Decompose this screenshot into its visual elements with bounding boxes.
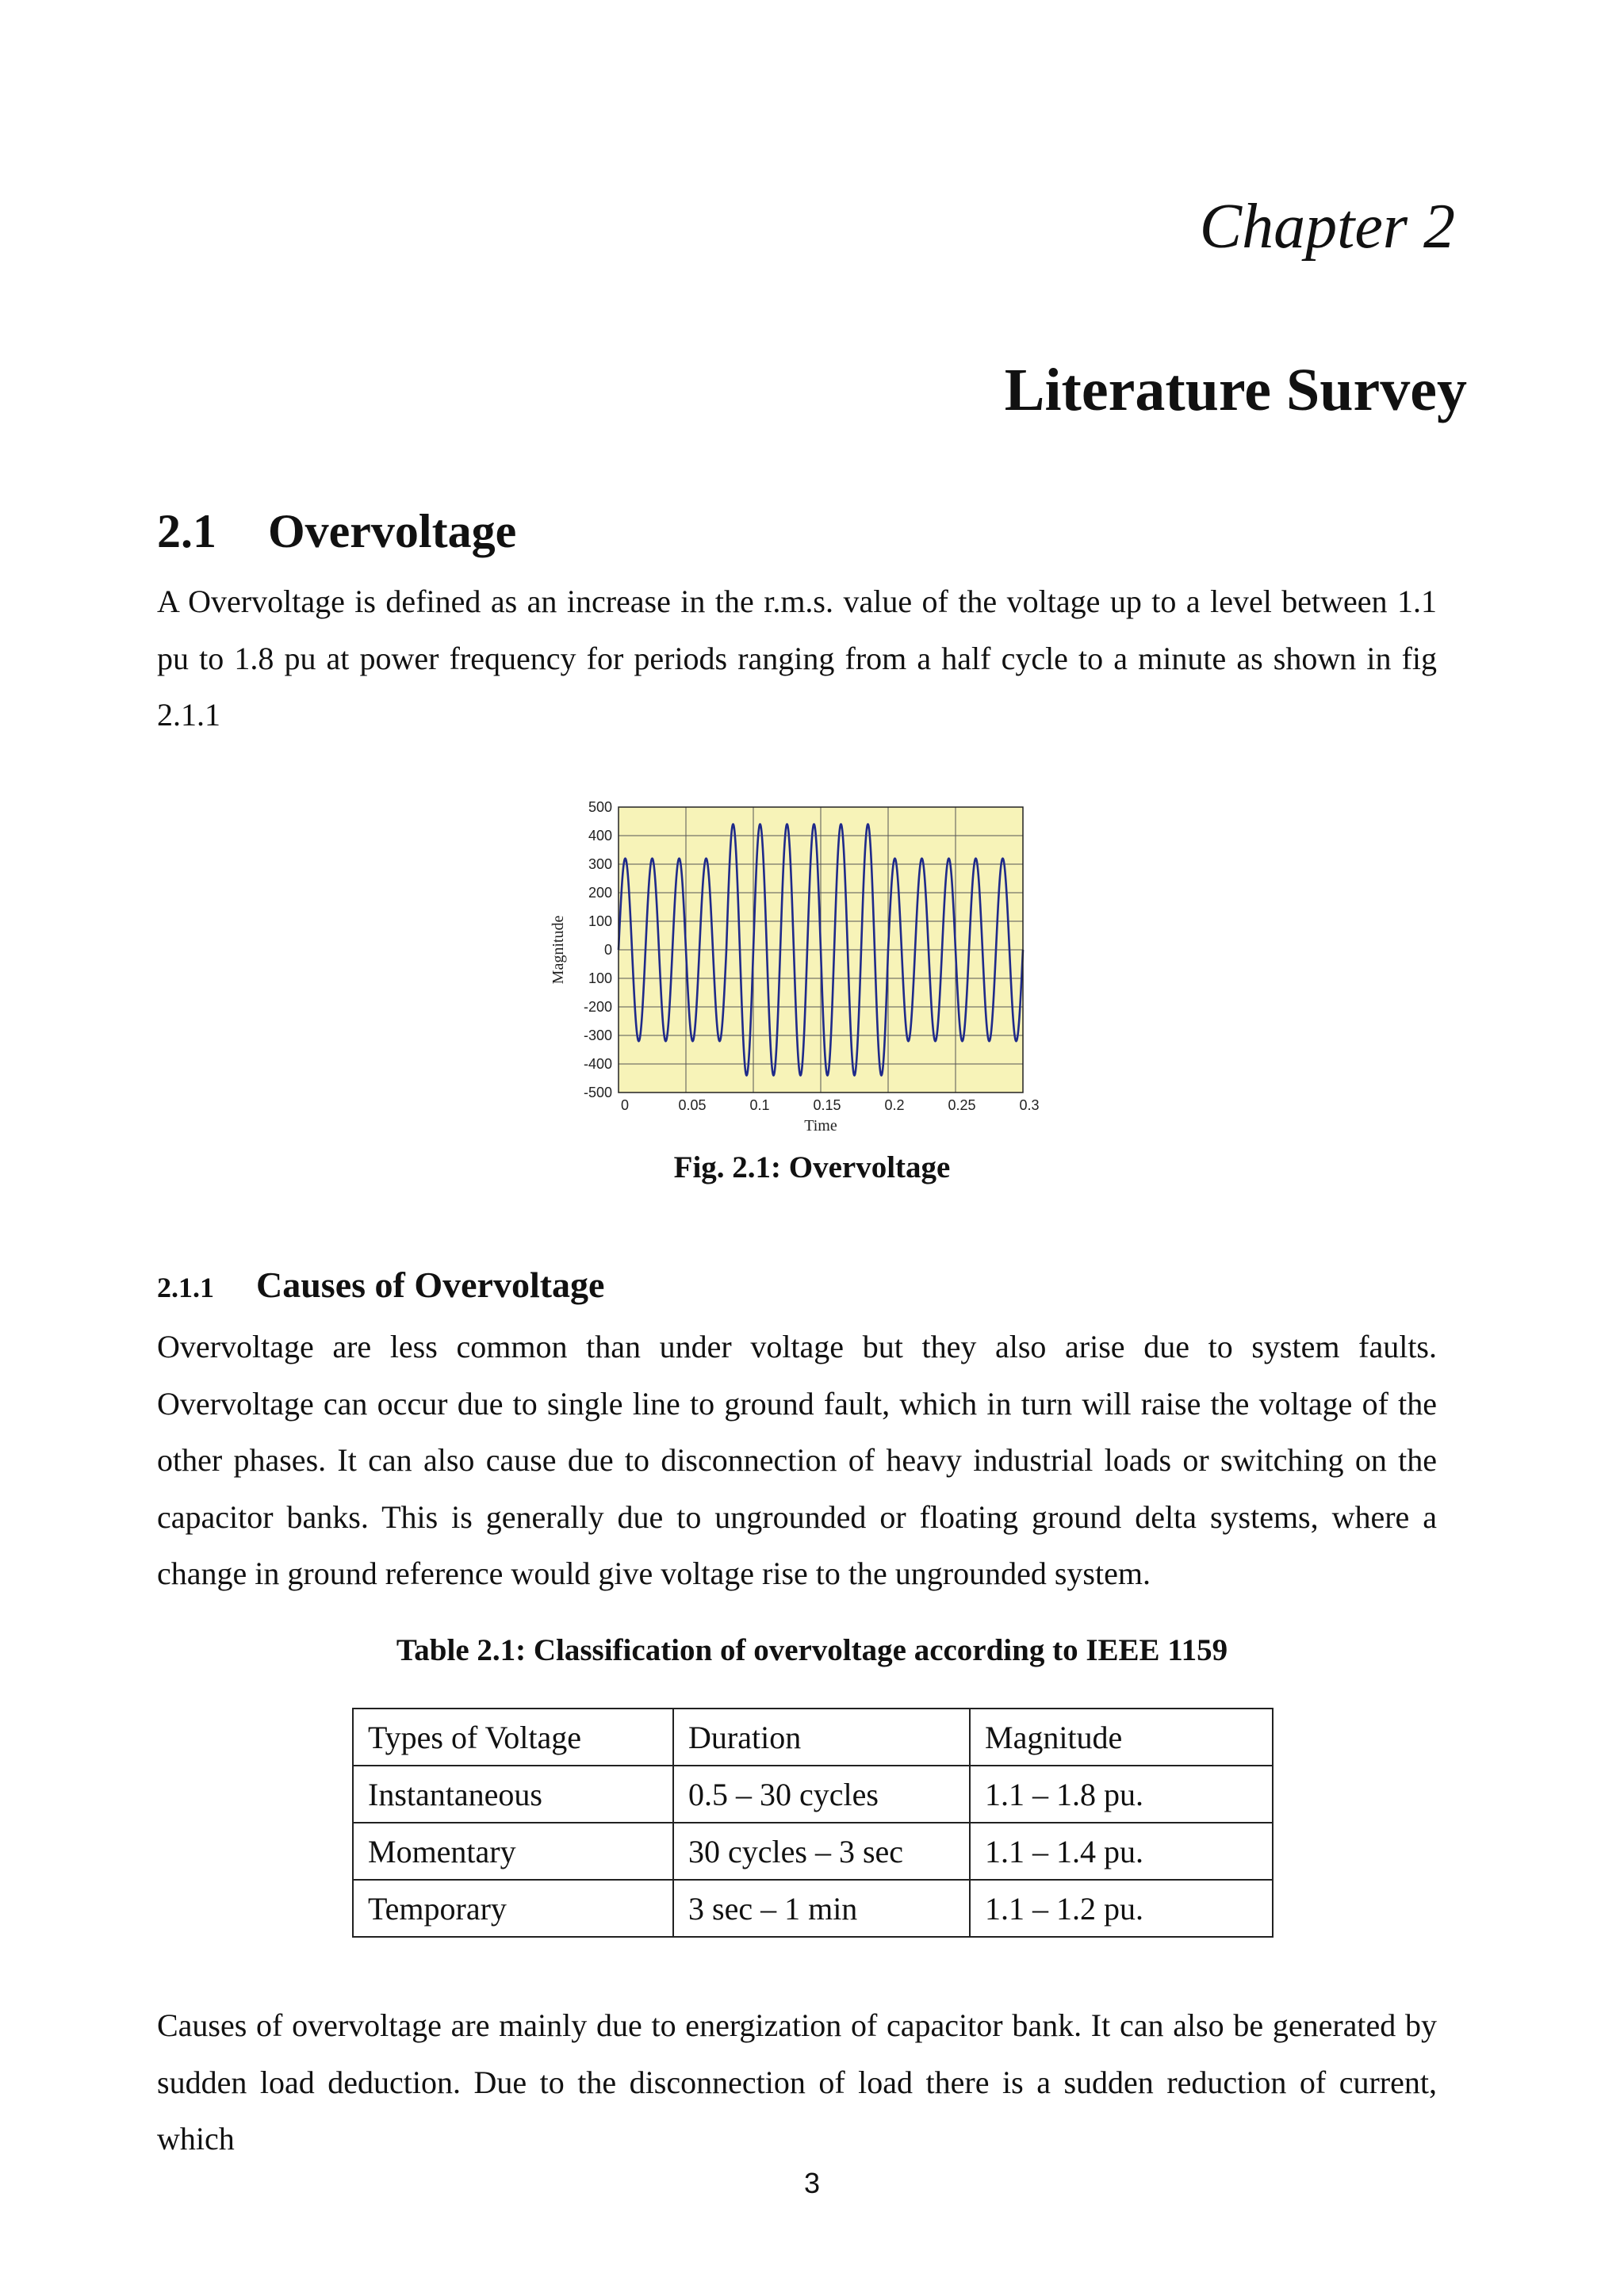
subsection-number: 2.1.1 — [157, 1272, 214, 1303]
subsection-paragraph: Overvoltage are less common than under voltage but they also arise due to system faults. Overvoltage can occur due to single line to ground fault, which in turn will raise the voltage of the other phases. It can also cause due to disconnection of heavy industrial loads or switching on the capacitor banks. This is generally due to ungrounded or floating ground delta systems, where a change in ground reference would give voltage rise to the ungrounded system. — [157, 1329, 1437, 1591]
table-row — [353, 1880, 1273, 1937]
table-row — [353, 1823, 1273, 1880]
table-cell: Instantaneous — [353, 1766, 673, 1823]
table-cell: 0.5 – 30 cycles — [673, 1766, 970, 1823]
x-tick-label: 0.1 — [749, 1097, 770, 1113]
figure-caption: Fig. 2.1: Overvoltage — [673, 1150, 951, 1184]
y-tick-label: -500 — [583, 1085, 612, 1100]
table-header-cell: Duration — [673, 1709, 970, 1766]
y-tick-label: 400 — [588, 828, 612, 844]
y-tick-label: 200 — [588, 885, 612, 901]
subsection-title: Causes of Overvoltage — [256, 1265, 605, 1305]
table-header-cell: Types of Voltage — [353, 1709, 673, 1766]
overvoltage-chart — [547, 793, 1055, 1142]
table-cell: 1.1 – 1.8 pu. — [970, 1766, 1273, 1823]
table-header-cell: Magnitude — [970, 1709, 1273, 1766]
y-tick-label: -400 — [583, 1056, 612, 1072]
table-cell: 30 cycles – 3 sec — [673, 1823, 970, 1880]
section-paragraph: A Overvoltage is defined as an increase in the r.m.s. value of the voltage up to a level between 1.1 pu to 1.8 pu at power frequency for periods ranging from a half cycle to a minute as shown in fig 2.1.1 — [157, 584, 1437, 733]
table-header-row — [353, 1709, 1273, 1766]
chapter-label: Chapter 2 — [1199, 192, 1455, 262]
table-cell: 3 sec – 1 min — [673, 1880, 970, 1937]
section-number: 2.1 — [157, 505, 216, 557]
y-tick-label: 500 — [588, 799, 612, 815]
section-title: Overvoltage — [268, 505, 517, 557]
y-tick-label: 100 — [588, 913, 612, 929]
x-axis-label: Time — [804, 1117, 837, 1135]
table-cell: Momentary — [353, 1823, 673, 1880]
x-tick-label: 0.05 — [678, 1097, 707, 1113]
table-cell: 1.1 – 1.2 pu. — [970, 1880, 1273, 1937]
x-tick-label: 0 — [620, 1097, 630, 1113]
table-row — [353, 1766, 1273, 1823]
section-heading — [157, 507, 516, 555]
x-tick-label: 0.25 — [948, 1097, 976, 1113]
y-tick-label: -300 — [583, 1027, 612, 1043]
y-tick-label: 100 — [588, 970, 612, 986]
y-tick-label: -200 — [583, 999, 612, 1015]
subsection-heading — [157, 1267, 604, 1303]
y-tick-label: 300 — [588, 856, 612, 872]
chapter-title: Literature Survey — [1004, 357, 1467, 423]
classification-table — [352, 1708, 1274, 1938]
y-tick-label: 0 — [603, 942, 612, 958]
page-number: 3 — [803, 2167, 821, 2199]
y-axis-label: Magnitude — [550, 915, 567, 985]
x-tick-label: 0.3 — [1019, 1097, 1040, 1113]
table-cell: Temporary — [353, 1880, 673, 1937]
closing-paragraph: Causes of overvoltage are mainly due to energization of capacitor bank. It can also be generated by sudden load deduction. Due to the disconnection of load there is a sudden reduction of current, which — [157, 2007, 1437, 2156]
x-tick-label: 0.15 — [813, 1097, 841, 1113]
table-cell: 1.1 – 1.4 pu. — [970, 1823, 1273, 1880]
x-tick-label: 0.2 — [884, 1097, 905, 1113]
table-caption: Table 2.1: Classification of overvoltage according to IEEE 1159 — [396, 1633, 1228, 1667]
